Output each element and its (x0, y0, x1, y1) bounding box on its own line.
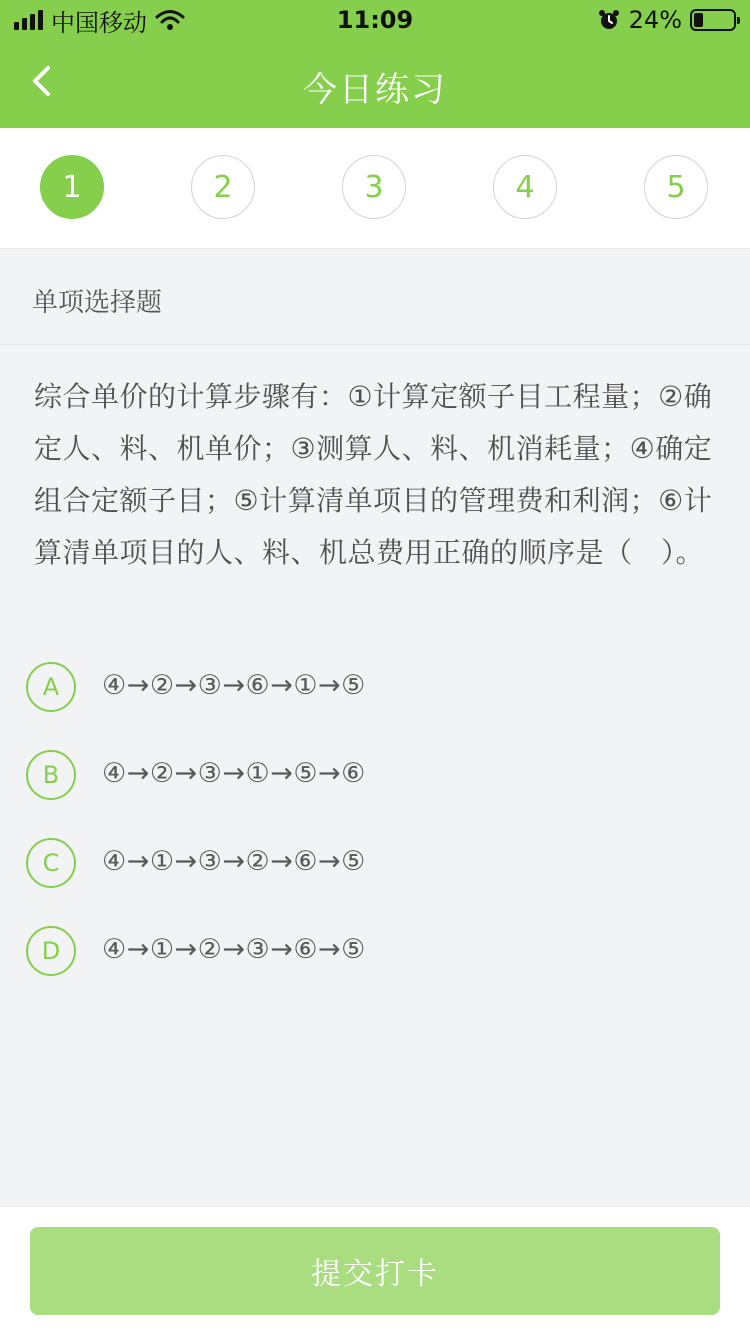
page-title: 今日练习 (303, 70, 447, 110)
option-a-text: ④→②→③→⑥→①→⑤ (102, 670, 366, 701)
option-b-badge: B (26, 750, 76, 800)
option-b[interactable] (26, 750, 716, 802)
option-d[interactable] (26, 926, 716, 978)
option-a[interactable] (26, 662, 716, 714)
question-type-row (0, 249, 750, 345)
status-bar (0, 0, 750, 40)
question-step-selector (0, 128, 750, 249)
option-c[interactable] (26, 838, 716, 890)
question-type-label: 单项选择题 (32, 288, 163, 318)
footer-bar (0, 1206, 750, 1335)
option-d-text: ④→①→②→③→⑥→⑤ (102, 934, 366, 965)
option-c-badge: C (26, 838, 76, 888)
status-time: 11:09 (336, 6, 414, 34)
status-right (597, 6, 736, 34)
submit-button[interactable]: 提交打卡 (30, 1227, 720, 1315)
option-c-text: ④→①→③→②→⑥→⑤ (102, 846, 366, 877)
step-3[interactable]: 3 (342, 155, 406, 219)
app-header (0, 0, 750, 128)
step-4[interactable]: 4 (493, 155, 557, 219)
step-2[interactable]: 2 (191, 155, 255, 219)
carrier-label: 中国移动 (51, 8, 147, 37)
step-1[interactable]: 1 (40, 155, 104, 219)
alarm-icon (597, 8, 621, 32)
nav-bar (0, 40, 750, 128)
battery-percent: 24% (628, 6, 682, 34)
battery-icon (690, 9, 736, 31)
step-5[interactable]: 5 (644, 155, 708, 219)
option-b-text: ④→②→③→①→⑤→⑥ (102, 758, 366, 789)
option-d-badge: D (26, 926, 76, 976)
question-text: 综合单价的计算步骤有：①计算定额子目工程量；②确定人、料、机单价；③测算人、料、机消耗量；④确定组合定额子目；⑤计算清单项目的管理费和利润；⑥计算清单项目的人、料、机总费用正确的顺序是（ ）。 (34, 380, 713, 569)
battery-level (694, 13, 703, 27)
option-a-badge: A (26, 662, 76, 712)
